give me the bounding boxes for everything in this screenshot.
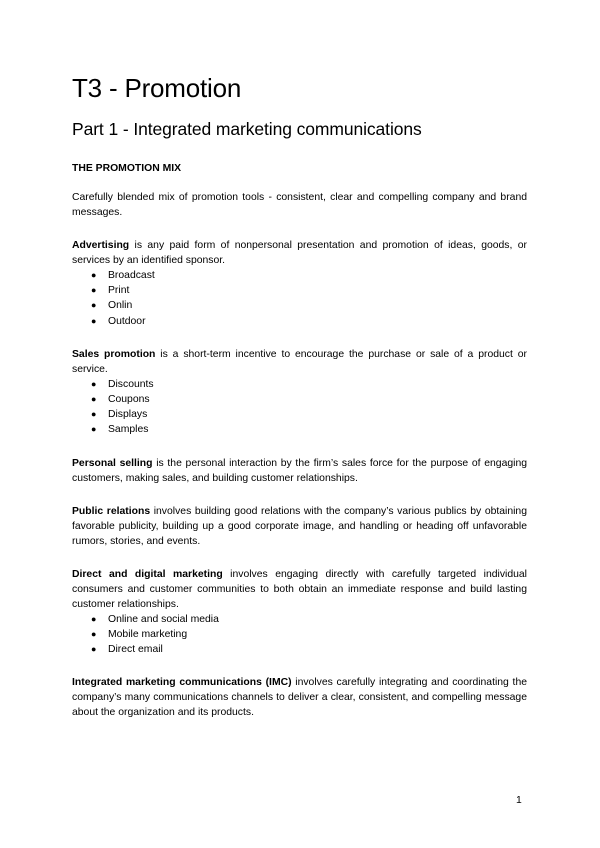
direct-marketing-term: Direct and digital marketing [72,568,223,580]
bullet-icon: ● [91,613,97,624]
sales-promotion-paragraph [72,347,527,377]
list-item: ● Displays [72,407,527,422]
public-relations-paragraph [72,504,527,549]
list-item: ● Direct email [72,642,527,657]
personal-selling-section [72,456,527,486]
page-content [72,72,527,720]
direct-marketing-paragraph [72,567,527,612]
bullet-icon: ● [91,628,97,639]
page-title: T3 - Promotion [72,73,242,103]
bullet-icon: ● [91,409,97,420]
bullet-icon: ● [91,644,97,655]
direct-marketing-definition: involves engaging directly with carefully targeted individual consumers and customer communities to both obtain an immediate response and build lasting customer relationships. [72,568,527,610]
personal-selling-paragraph [72,456,527,486]
intro-paragraph: Carefully blended mix of promotion tools - consistent, clear and compelling company and brand messages. [72,192,527,218]
imc-section [72,675,527,720]
advertising-section [72,238,527,329]
list-item: ● Coupons [72,392,527,407]
imc-term: Integrated marketing communications (IMC) [72,677,292,689]
advertising-paragraph [72,238,527,268]
bullet-icon: ● [91,315,97,326]
sales-promotion-definition: is a short-term incentive to encourage the purchase or sale of a product or service. [72,348,528,375]
bullet-icon: ● [91,424,97,435]
imc-definition: involves carefully integrating and coordinating the company’s many communications channels to deliver a clear, consistent, and compelling message about the organization and its products. [72,677,527,719]
sales-promotion-list [72,377,527,438]
personal-selling-definition: is the personal interaction by the firm’s sales force for the purpose of engaging customers, making sales, and building customer relationships. [72,457,527,484]
page-number: 1 [516,795,522,806]
list-item: ● Samples [72,422,527,437]
bullet-icon: ● [91,394,97,405]
public-relations-section [72,504,527,549]
bullet-icon: ● [91,270,97,280]
list-item: ● Broadcast [72,268,527,283]
direct-marketing-section [72,567,527,658]
page-subtitle: Part 1 - Integrated marketing communications [72,119,422,139]
direct-marketing-list [72,612,527,658]
list-item: ● Online and social media [72,612,527,627]
advertising-list [72,268,527,329]
bullet-icon: ● [91,378,97,389]
list-item: ● Onlin [72,298,527,313]
bullet-icon: ● [91,285,97,296]
list-item: ● Print [72,283,527,298]
public-relations-term: Public relations [72,505,151,517]
public-relations-definition: involves building good relations with the company’s various publics by obtaining favorable publicity, building up a good corporate image, and handling or heading off unfavorable rumors, stories, and events. [72,505,527,547]
section-heading: THE PROMOTION MIX [72,163,182,174]
list-item: ● Discounts [72,377,527,392]
bullet-icon: ● [91,300,97,311]
list-item: ● Outdoor [72,314,527,329]
advertising-definition: is any paid form of nonpersonal presentation and promotion of ideas, goods, or services by an identified sponsor. [72,240,527,266]
sales-promotion-section [72,347,527,438]
personal-selling-term: Personal selling [72,457,153,469]
sales-promotion-term: Sales promotion [72,348,156,360]
list-item: ● Mobile marketing [72,627,527,642]
advertising-term: Advertising [72,240,130,251]
imc-paragraph [72,675,527,720]
